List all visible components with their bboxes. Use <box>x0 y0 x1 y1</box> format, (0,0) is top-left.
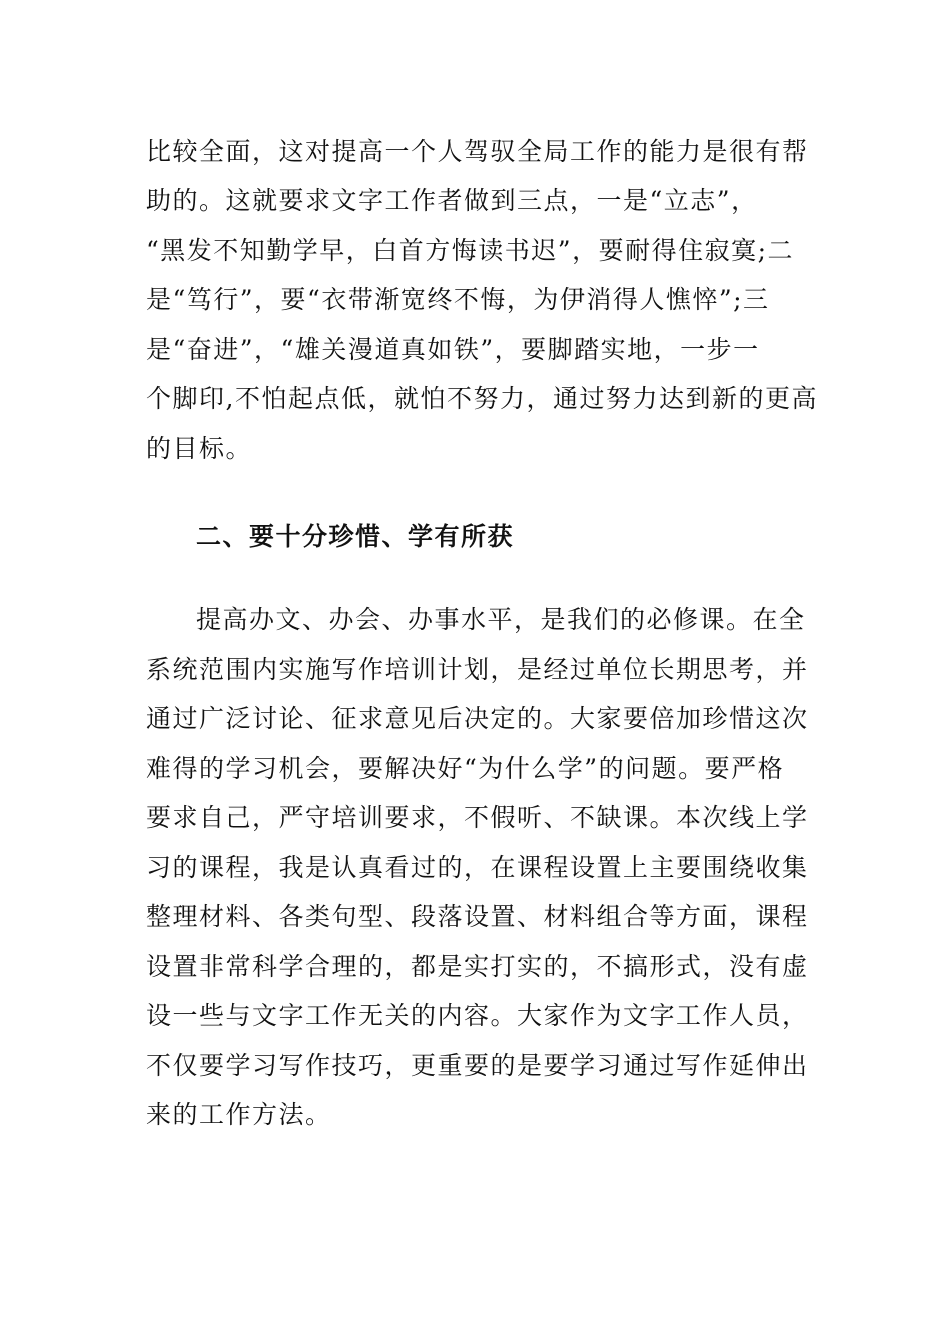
paragraph-2-line-8: 设置非常科学合理的，都是实打实的，不搞形式，没有虚 <box>146 952 809 981</box>
paragraph-1-line-3: “黑发不知勤学早，白首方悔读书迟”，要耐得住寂寞;二 <box>146 236 794 265</box>
paragraph-2-line-6: 习的课程，我是认真看过的，在课程设置上主要围绕收集 <box>146 853 809 882</box>
paragraph-2-line-2: 系统范围内实施写作培训计划，是经过单位长期思考，并 <box>146 655 809 684</box>
paragraph-1-line-1: 比较全面，这对提高一个人驾驭全局工作的能力是很有帮 <box>146 137 809 166</box>
paragraph-2-line-7: 整理材料、各类句型、段落设置、材料组合等方面，课程 <box>146 902 809 931</box>
paragraph-2-line-1: 提高办文、办会、办事水平，是我们的必修课。在全 <box>196 605 806 634</box>
paragraph-1-line-5: 是“奋进”，“雄关漫道真如铁”，要脚踏实地，一步一 <box>146 335 760 364</box>
paragraph-2-line-9: 设一些与文字工作无关的内容。大家作为文字工作人员， <box>146 1001 809 1030</box>
paragraph-2-line-4: 难得的学习机会，要解决好“为什么学”的问题。要严格 <box>146 754 785 783</box>
paragraph-2-line-11: 来的工作方法。 <box>146 1100 332 1129</box>
paragraph-2-line-10: 不仅要学习写作技巧，更重要的是要学习通过写作延伸出 <box>146 1051 809 1080</box>
paragraph-1-line-4: 是“笃行”，要“衣带渐宽终不悔，为伊消得人憔悴”;三 <box>146 285 770 314</box>
paragraph-2-line-5: 要求自己，严守培训要求，不假听、不缺课。本次线上学 <box>146 803 809 832</box>
paragraph-1-line-2: 助的。这就要求文字工作者做到三点，一是“立志”， <box>146 186 758 215</box>
section-heading: 二、要十分珍惜、学有所获 <box>196 522 515 551</box>
paragraph-1-line-6: 个脚印,不怕起点低，就怕不努力，通过努力达到新的更高 <box>146 384 818 413</box>
paragraph-1-line-7: 的目标。 <box>146 434 253 463</box>
paragraph-2-line-3: 通过广泛讨论、征求意见后决定的。大家要倍加珍惜这次 <box>146 704 809 733</box>
